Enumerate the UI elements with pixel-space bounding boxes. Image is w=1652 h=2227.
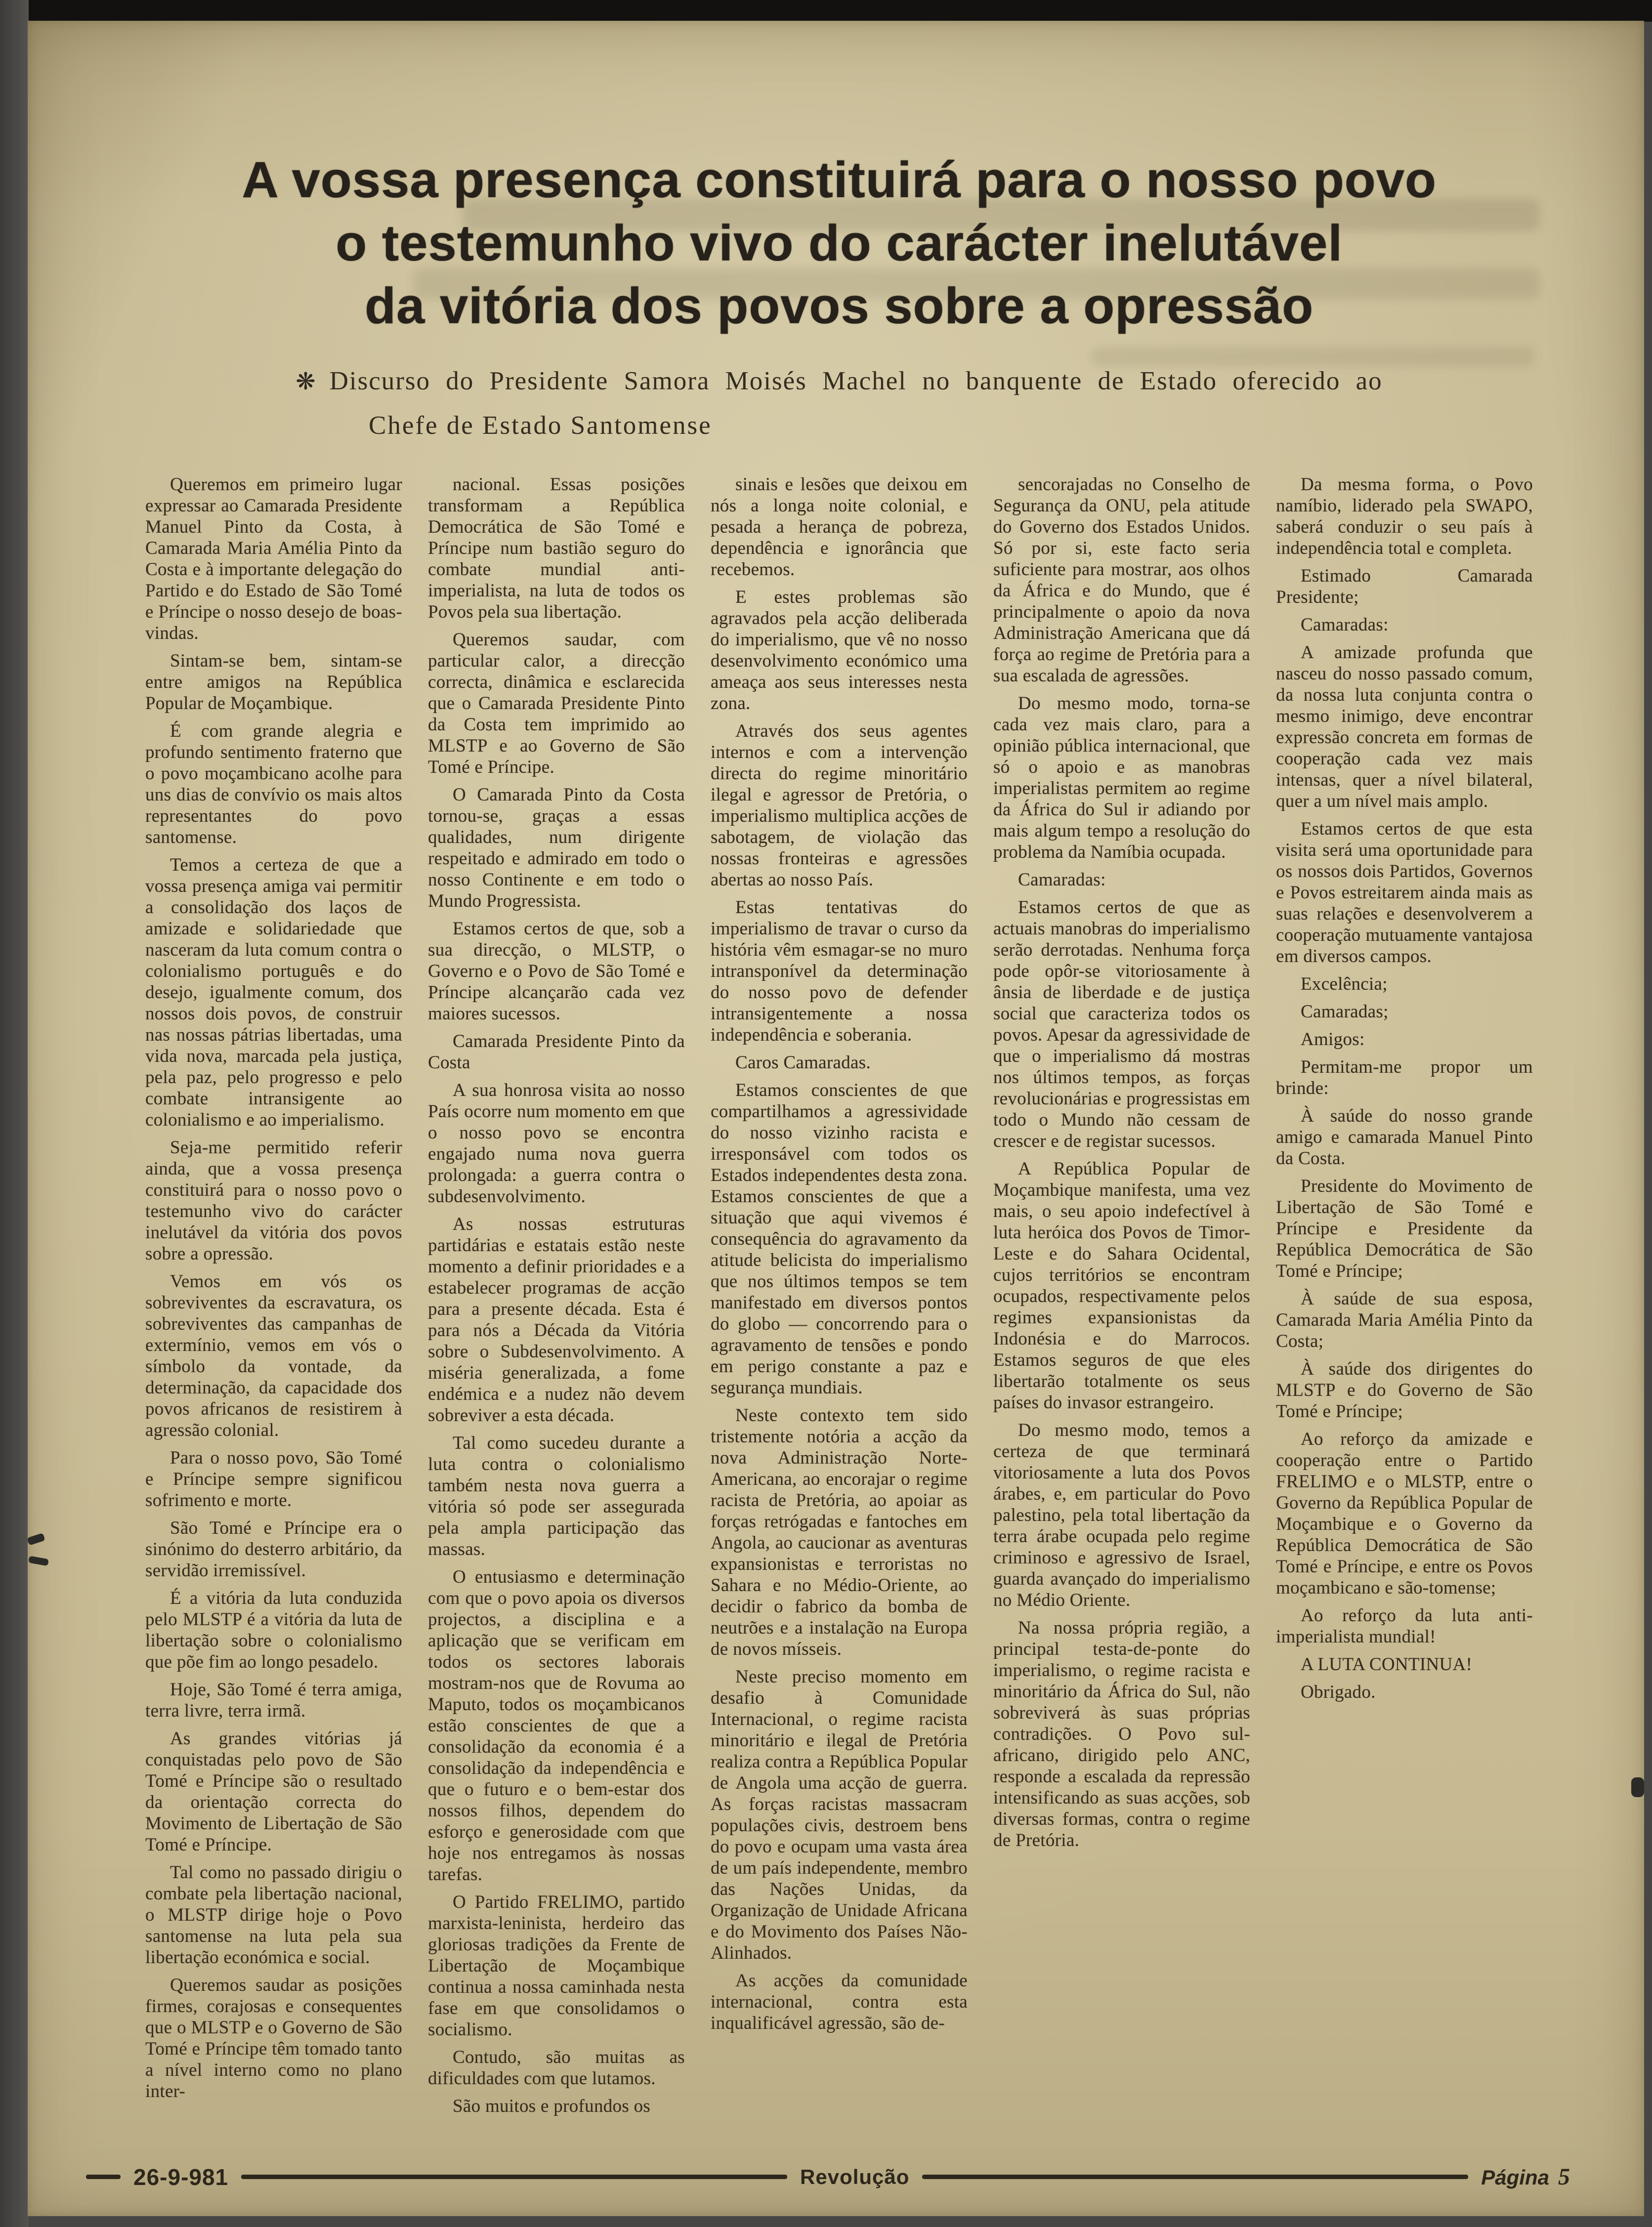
paragraph: Permitam-me propor um brinde: [1276, 1057, 1533, 1099]
text-column [428, 474, 685, 2138]
paragraph: É a vitória da luta conduzida pelo MLSTP é a vitória da luta de libertação sobre o colonialismo que põe fim ao longo pesadelo. [145, 1588, 402, 1673]
paragraph: Queremos em primeiro lugar expressar ao Camarada Presidente Manuel Pinto da Costa, à Camarada Maria Amélia Pinto da Costa e à importante delegação do Partido e do Estado de São Tomé e Príncipe o nosso desejo de boas-vindas. [145, 474, 402, 644]
paragraph: A República Popular de Moçambique manifesta, uma vez mais, o seu apoio indefectível à luta heróica dos Povos de Timor-Leste e do Sahara Ocidental, cujos territórios se encontram ocupados, respectivamente pelos regimes expansionistas da Indonésia e do Marrocos. Estamos seguros de que eles libertarão totalmente os seus países do invasor estrangeiro. [993, 1159, 1250, 1413]
paragraph: Camaradas; [1301, 1002, 1389, 1022]
paragraph: As nossas estruturas partidárias e estatais estão neste momento a definir prioridades e a estabelecer programas de acção para a presente década. Esta é para nós a Década da Vitória sobre o Subdesenvolvimento. A miséria generalizada, a fome endémica e a nudez não devem sobreviver a esta década. [428, 1214, 685, 1426]
paragraph: O entusiasmo e determinação com que o povo apoia os diversos projectos, a disciplina e a aplicação que se verificam em todos os sectores laborais mostram-nos que de Rovuma ao Maputo, todos os moçambicanos estão conscientes de que a consolidação da economia é a consolidação da independência e que o futuro e o bem-estar dos nossos filhos, dependem do esforço e generosidade com que hoje nos entregamos às nossas tarefas. [428, 1567, 685, 1885]
footer-rule [241, 2175, 787, 2179]
paragraph: Ao reforço da amizade e cooperação entre o Partido FRELIMO e o MLSTP, entre o Governo da República Popular de Moçambique e o Governo da República Democrática de São Tomé e Príncipe, e entre os Povos moçambicano e são-tomense; [1276, 1429, 1533, 1598]
paragraph: Da mesma forma, o Povo namíbio, liderado pela SWAPO, saberá conduzir o seu país à independência total e completa. [1276, 474, 1533, 559]
paragraph: Excelência; [1301, 974, 1388, 995]
paragraph: As grandes vitórias já conquistadas pelo povo de São Tomé e Príncipe são o resultado da orientação correcta do Movimento de Libertação de São Tomé e Príncipe. [145, 1728, 402, 1855]
subtitle-line-2: Chefe de Estado Santomense [369, 411, 712, 440]
paragraph: Na nossa própria região, a principal testa-de-ponte do imperialismo, o regime racista e minoritário da África do Sul, não sobreviverá às suas próprias contradições. O Povo sul-africano, dirigido pelo ANC, responde a escalada da repressão intensificando as suas acções, sob diversas formas, contra o regime de Pretória. [993, 1618, 1250, 1851]
footer-date: 26-9-981 [133, 2164, 229, 2190]
paragraph: Caros Camaradas. [735, 1052, 871, 1073]
paragraph: À saúde do nosso grande amigo e camarada Manuel Pinto da Costa. [1276, 1106, 1533, 1169]
paragraph: Estamos certos de que as actuais manobras do imperialismo serão derrotadas. Nenhuma força pode opôr-se vitoriosamente à ânsia de liberdade e de justiça social que caracteriza todos os povos. Apesar da agressividade de que o imperialismo dá mostras nos últimos tempos, as forças revolucionárias e progressistas em todo o Mundo não cessam de crescer e de registar sucessos. [993, 897, 1250, 1152]
paragraph: Ao reforço da luta anti-imperialista mundial! [1276, 1605, 1533, 1647]
paragraph: Para o nosso povo, São Tomé e Príncipe sempre significou sofrimento e morte. [145, 1448, 402, 1511]
footer-rule [922, 2175, 1468, 2179]
paragraph: Obrigado. [1301, 1682, 1376, 1703]
text-column [711, 474, 968, 2138]
scanner-edge-top [0, 0, 1652, 22]
paragraph: São Tomé e Príncipe era o sinónimo do desterro arbitário, da servidão irremissível. [145, 1518, 402, 1581]
paragraph: Queremos saudar as posições firmes, corajosas e consequentes que o MLSTP e o Governo de São Tomé e Príncipe têm tomado tanto a nível interno como no plano inter- [145, 1975, 402, 2102]
footer-paper-title: Revolução [800, 2165, 910, 2188]
footer-page-number: 5 [1558, 2164, 1570, 2190]
paragraph: Amigos: [1301, 1029, 1365, 1050]
paragraph: Camaradas: [1301, 615, 1389, 635]
paragraph: São muitos e profundos os [453, 2096, 651, 2117]
text-column [145, 474, 402, 2138]
paragraph: A LUTA CONTINUA! [1301, 1654, 1473, 1675]
article-columns [145, 474, 1533, 2138]
paragraph: Camarada Presidente Pinto da Costa [428, 1031, 685, 1073]
paragraph: sinais e lesões que deixou em nós a longa noite colonial, e pesada a herança de pobreza, dependência e ignorância que recebemos. [711, 474, 968, 580]
paragraph: Vemos em vós os sobreviventes da escravatura, os sobreviventes das campanhas de extermínio, vemos em vós o símbolo da vontade, da determinação, da capacidade dos povos africanos de resistirem à agressão colonial. [145, 1271, 402, 1441]
paragraph: Neste contexto tem sido tristemente notória a acção da nova Administração Norte-Americana, ao encorajar o regime racista de Pretória, ao apoiar as forças retrógadas e fantoches em Angola, ao caucionar as aventuras expansionistas e terroristas no Sahara e no Médio-Oriente, ao decidir o fabrico da bomba de neutrões e a instalação na Europa de novos mísseis. [711, 1405, 968, 1660]
paragraph: Sintam-se bem, sintam-se entre amigos na República Popular de Moçambique. [145, 651, 402, 714]
paragraph: Temos a certeza de que a vossa presença amiga vai permitir a consolidação dos laços de amizade e solidariedade que nasceram da luta comum contra o colonialismo português e do desejo, igualmente comum, dos nossos dois povos, de construir nas nossas pátrias libertadas, uma vida nova, marcada pela justiça, pela paz, pelo progresso e pelo combate intransigente ao colonialismo e ao imperialismo. [145, 855, 402, 1131]
newspaper-page [28, 21, 1644, 2216]
headline-line: o testemunho vivo do carácter inelutável [336, 214, 1343, 271]
subtitle-text: Discurso do Presidente Samora Moisés Machel no banquente de Estado oferecido ao [329, 367, 1383, 396]
paragraph: Queremos saudar, com particular calor, a direcção correcta, dinâmica e esclarecida que o Camarada Presidente Pinto da Costa tem imprimido ao MLSTP e ao Governo de São Tomé e Príncipe. [428, 630, 685, 778]
headline-line: da vitória dos povos sobre a opressão [364, 277, 1314, 335]
paragraph: É com grande alegria e profundo sentimento fraterno que o povo moçambicano acolhe para uns dias de convívio os mais altos representantes do povo santomense. [145, 721, 402, 848]
paragraph: Estamos certos de que esta visita será uma oportunidade para os nossos dois Partidos, Governos e Povos estreitarem ainda mais as suas relações e desenvolverem a cooperação mutuamente vantajosa em diversos campos. [1276, 819, 1533, 967]
paragraph: Do mesmo modo, temos a certeza de que terminará vitoriosamente a luta dos Povos árabes, e, em particular do Povo palestino, pela total libertação da terra árabe ocupada pelo regime criminoso e agressivo de Israel, guarda avançado do imperialismo no Médio Oriente. [993, 1420, 1250, 1611]
paragraph: Tal como sucedeu durante a luta contra o colonialismo também nesta nova guerra a vitória só pode ser assegurada pela ampla participação das massas. [428, 1433, 685, 1560]
paragraph: Hoje, São Tomé é terra amiga, terra livre, terra irmã. [145, 1680, 402, 1722]
paragraph: Tal como no passado dirigiu o combate pela libertação nacional, o MLSTP dirige hoje o Povo santomense na luta pela sua libertação económica e social. [145, 1862, 402, 1968]
paragraph: Estamos certos de que, sob a sua direcção, o MLSTP, o Governo e o Povo de São Tomé e Príncipe alcançarão cada vez maiores sucessos. [428, 919, 685, 1024]
scanner-edge-left [0, 0, 29, 2227]
paragraph: Camaradas: [1018, 870, 1106, 890]
article [28, 21, 1644, 2216]
paragraph: A amizade profunda que nasceu do nosso passado comum, da nossa luta conjunta contra o mesmo inimigo, deve encontrar expressão concreta em formas de cooperação cada vez mais intensas, quer a nível bilateral, quer a um nível mais amplo. [1276, 642, 1533, 812]
paragraph: As acções da comunidade internacional, contra esta inqualificável agressão, são de- [711, 1971, 968, 2034]
paragraph: O Camarada Pinto da Costa tornou-se, graças a essas qualidades, num dirigente respeitado e admirado em todo o nosso Continente e em todo o Mundo Progressista. [428, 785, 685, 912]
paragraph: A sua honrosa visita ao nosso País ocorre num momento em que o nosso povo se encontra engajado numa nova guerra prolongada: a guerra contra o subdesenvolvimento. [428, 1080, 685, 1207]
paragraph: Neste preciso momento em desafio à Comunidade Internacional, o regime racista minoritário e ilegal de Pretória realiza contra a República Popular de Angola uma acção de guerra. As forças racistas massacram populações civis, destroem bens do povo e ocupam uma vasta área de um país independente, membro das Nações Unidas, da Organização de Unidade Africana e do Movimento dos Países Não-Alinhados. [711, 1667, 968, 1964]
paragraph: Contudo, são muitas as dificuldades com que lutamos. [428, 2047, 685, 2089]
paragraph: À saúde de sua esposa, Camarada Maria Amélia Pinto da Costa; [1276, 1289, 1533, 1352]
asterisk-ornament-icon: ❋ [296, 369, 317, 395]
paragraph: nacional. Essas posições transformam a República Democrática de São Tomé e Príncipe num bastião seguro do combate mundial anti-imperialista, na luta de todos os Povos pela sua libertação. [428, 474, 685, 623]
text-column [1276, 474, 1533, 2138]
paragraph: O Partido FRELIMO, partido marxista-leninista, herdeiro das gloriosas tradições da Frente de Libertação de Moçambique continua a nossa caminhada nesta fase em que consolidamos o socialismo. [428, 1892, 685, 2040]
paragraph: Estamos conscientes de que compartilhamos a agressividade do nosso vizinho racista e irresponsável com todos os Estados independentes desta zona. Estamos conscientes de que a situação que aqui vivemos é consequência do agravamento da atitude belicista do imperialismo que nos últimos tempos se tem manifestado em diversos pontos do globo — concorrendo para o agravamento de tensões e pondo em perigo constante a paz e segurança mundiais. [711, 1080, 968, 1398]
paragraph: Seja-me permitido referir ainda, que a vossa presença constituirá para o nosso povo o testemunho vivo do carácter inelutável da vitória dos povos sobre a opressão. [145, 1137, 402, 1264]
paragraph: sencorajadas no Conselho de Segurança da ONU, pela atitude do Governo dos Estados Unidos. Só por si, este facto seria suficiente para mostrar, aos olhos da África e do Mundo, que é principalmente o apoio da nova Administração Americana que dá força ao regime de Pretória para a sua escalada de agressões. [993, 474, 1250, 686]
subtitle [145, 366, 1533, 440]
subtitle-line-1 [145, 366, 1533, 396]
paragraph: À saúde dos dirigentes do MLSTP e do Governo de São Tomé e Príncipe; [1276, 1359, 1533, 1422]
text-column [993, 474, 1250, 2138]
headline-line: A vossa presença constituirá para o nosso povo [242, 151, 1437, 208]
footer-rule [86, 2175, 121, 2179]
headline [145, 148, 1533, 337]
paragraph: Presidente do Movimento de Libertação de São Tomé e Príncipe e Presidente da República Democrática de São Tomé e Príncipe; [1276, 1176, 1533, 1282]
paragraph: E estes problemas são agravados pela acção deliberada do imperialismo, que vê no nosso desenvolvimento económico uma ameaça aos seus interesses nesta zona. [711, 587, 968, 714]
paragraph: Do mesmo modo, torna-se cada vez mais claro, para a opinião pública internacional, que só o apoio e as manobras imperialistas permitem ao regime da África do Sul ir adiando por mais algum tempo a resolução do problema da Namíbia ocupada. [993, 693, 1250, 863]
paragraph: Estimado Camarada Presidente; [1276, 566, 1533, 608]
paragraph: Através dos seus agentes internos e com a intervenção directa do regime minoritário ilegal e agressor de Pretória, o imperialismo multiplica acções de sabotagem, de violação das nossas fronteiras e agressões abertas ao nosso País. [711, 721, 968, 890]
page-footer [86, 2163, 1570, 2190]
footer-page-label: Página [1481, 2166, 1550, 2189]
footer-page [1481, 2163, 1570, 2190]
paragraph: Estas tentativas do imperialismo de travar o curso da história vêm esmagar-se no muro intransponível da determinação do nosso povo de defender intransigentemente a nossa independência e soberania. [711, 897, 968, 1046]
